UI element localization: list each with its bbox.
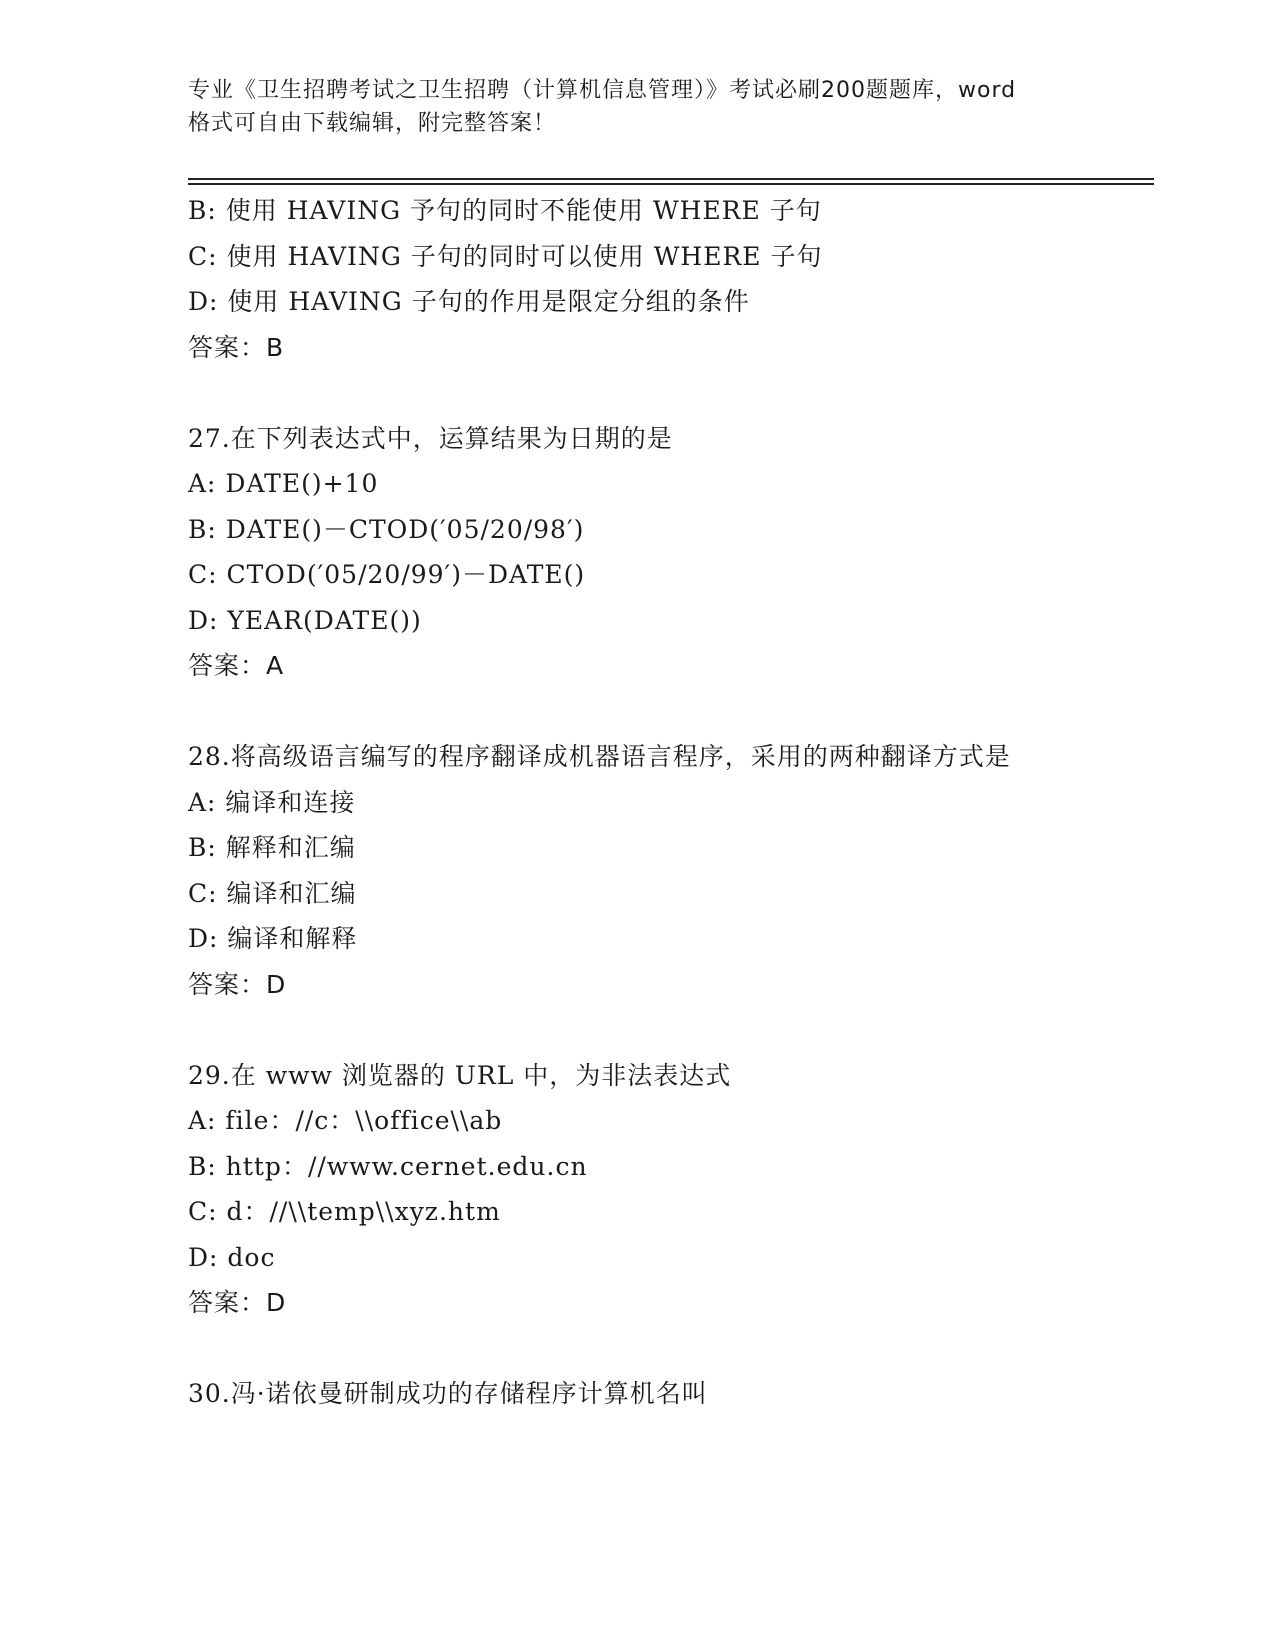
option-a: A: file：//c：\\office\\ab (188, 1106, 503, 1135)
question-text: 30.冯·诺依曼研制成功的存储程序计算机名叫 (188, 1379, 708, 1408)
header-line-1: 专业《卫生招聘考试之卫生招聘（计算机信息管理）》考试必刷200题题库，word (188, 78, 1017, 103)
option-a: A: 编译和连接 (188, 787, 356, 817)
document-header (188, 74, 1088, 140)
header-divider-top (188, 178, 1154, 180)
question-30 (188, 1371, 1148, 1417)
question-28 (188, 734, 1148, 1007)
option-c: C: CTOD(′05/20/99′)－DATE() (188, 560, 586, 589)
option-b: B: DATE()－CTOD(′05/20/98′) (188, 514, 585, 544)
question-text: 29.在 www 浏览器的 URL 中，为非法表达式 (188, 1060, 732, 1090)
question-text: 27.在下列表达式中，运算结果为日期的是 (188, 423, 673, 453)
question-list (188, 188, 1148, 1417)
option-c: C: 编译和汇编 (188, 878, 357, 908)
option-b: B: 使用 HAVING 予句的同时不能使用 WHERE 子句 (188, 196, 822, 225)
spacer (188, 689, 1148, 735)
option-b: B: http：//www.cernet.edu.cn (188, 1151, 588, 1181)
answer: 答案：B (188, 332, 285, 362)
header-line-2: 格式可自由下载编辑，附完整答案！ (188, 111, 557, 136)
spacer (188, 1326, 1148, 1372)
option-c: C: d：//\\temp\\xyz.htm (188, 1197, 501, 1226)
answer: 答案：A (188, 651, 285, 680)
option-d: D: YEAR(DATE()) (188, 605, 422, 635)
question-27 (188, 416, 1148, 689)
option-d: D: doc (188, 1242, 276, 1272)
question-29 (188, 1053, 1148, 1326)
question-text: 28.将高级语言编写的程序翻译成机器语言程序，采用的两种翻译方式是 (188, 742, 1011, 771)
answer: 答案：D (188, 969, 287, 999)
spacer (188, 1007, 1148, 1053)
spacer (188, 370, 1148, 416)
option-d: D: 编译和解释 (188, 924, 358, 953)
answer: 答案：D (188, 1288, 287, 1317)
option-b: B: 解释和汇编 (188, 833, 356, 862)
option-c: C: 使用 HAVING 子句的同时可以使用 WHERE 子句 (188, 241, 823, 271)
option-d: D: 使用 HAVING 子句的作用是限定分组的条件 (188, 287, 750, 316)
question-26 (188, 188, 1148, 370)
header-divider-bottom (188, 183, 1154, 185)
option-a: A: DATE()+10 (188, 469, 379, 498)
